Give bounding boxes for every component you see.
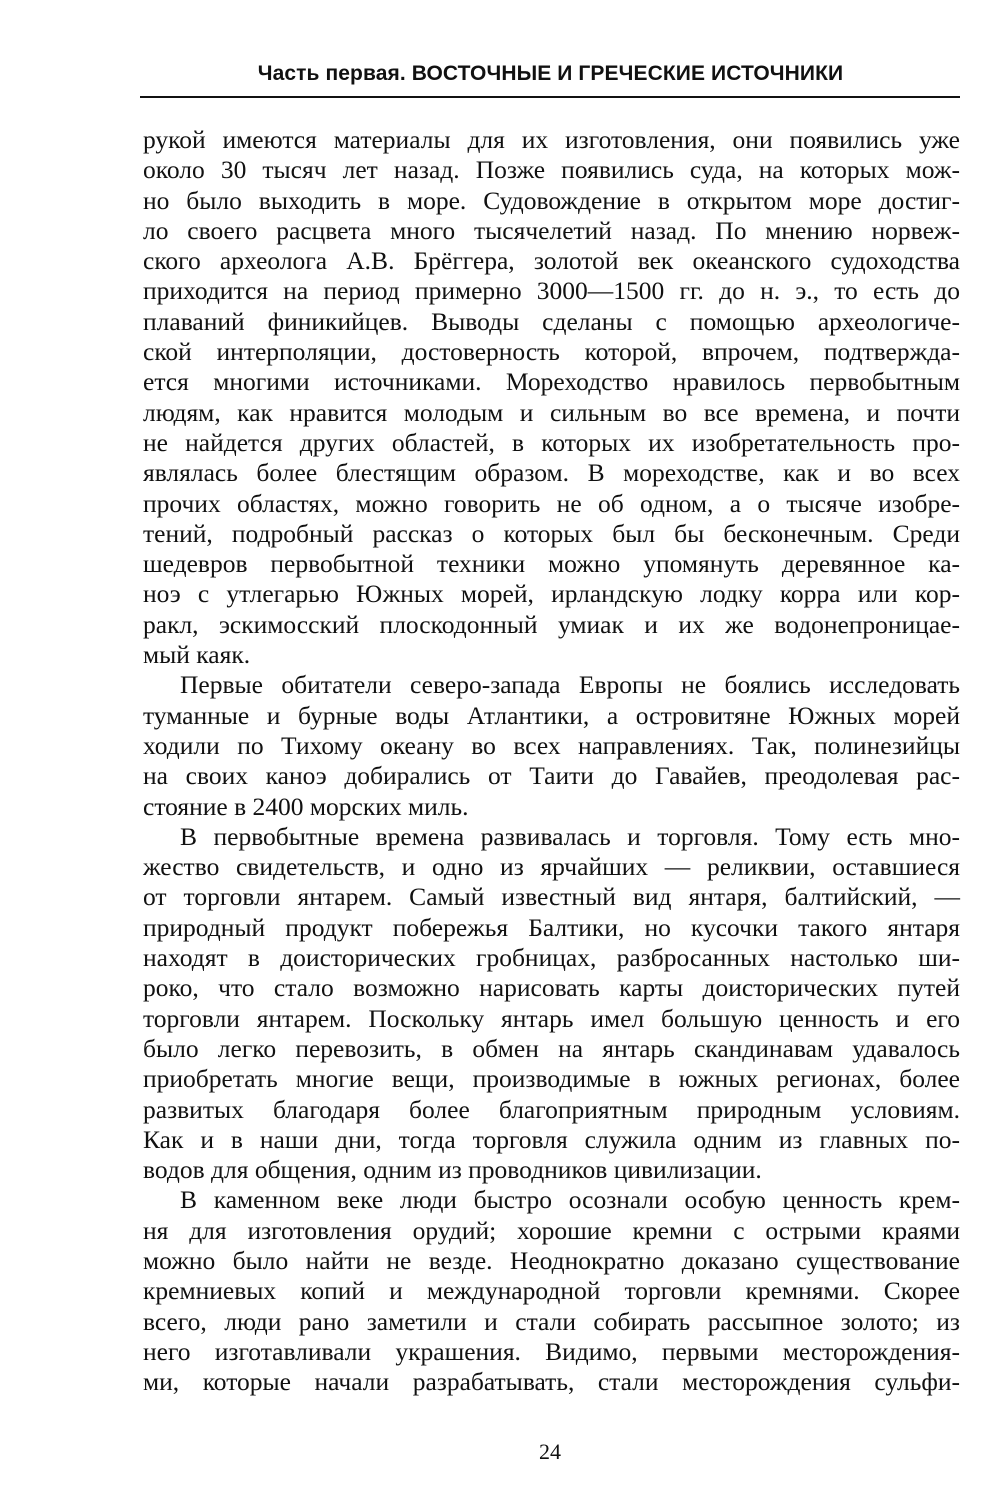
text-line: приходится на период примерно 3000—1500 гг. до н. э., то есть до (143, 276, 960, 306)
text-line: ло своего расцвета много тысячелетий назад. По мнению норвеж- (143, 215, 960, 245)
text-line: ходили по Тихому океану во всех направлениях. Так, полинезийцы (143, 730, 960, 760)
text-line: находят в доисторических гробницах, разбросанных настолько ши- (143, 943, 960, 973)
text-line: можно было найти не везде. Неоднократно доказано существование (143, 1245, 960, 1275)
text-line: на своих каноэ добирались от Таити до Гавайев, преодолевая рас- (143, 761, 960, 791)
text-line: было легко перевозить, в обмен на янтарь скандинавам удавалось (143, 1033, 960, 1063)
text-line: ноэ с утлегарью Южных морей, ирландскую лодку корра или кор- (143, 579, 960, 609)
text-line: шедевров первобытной техники можно упомянуть деревянное ка- (143, 549, 960, 579)
text-line: кремниевых копий и международной торговли кремнями. Скорее (143, 1276, 960, 1306)
text-line: жество свидетельств, и одно из ярчайших — реликвии, оставшиеся (143, 852, 960, 882)
text-line: ской интерполяции, достоверность которой, впрочем, подтвержда- (143, 337, 960, 367)
text-line: Как и в наши дни, тогда торговля служила одним из главных по- (143, 1124, 960, 1154)
text-line: В каменном веке люди быстро осознали особую ценность крем- (180, 1185, 960, 1215)
text-line: природный продукт побережья Балтики, но кусочки такого янтаря (143, 912, 960, 942)
text-line: людям, как нравится молодым и сильным во все времена, и почти (143, 397, 960, 427)
text-line: плаваний финикийцев. Выводы сделаны с помощью археологиче- (143, 306, 960, 336)
page-number: 24 (539, 1439, 561, 1464)
text-line: торговли янтарем. Поскольку янтарь имел большую ценность и его (143, 1003, 960, 1033)
text-line: не найдется других областей, в которых их изобретательность про- (143, 427, 960, 457)
text-line: ется многими источниками. Мореходство нравилось первобытным (143, 367, 960, 397)
text-line: Первые обитатели северо-запада Европы не боялись исследовать (180, 670, 960, 700)
text-line: водов для общения, одним из проводников цивилизации. (143, 1155, 762, 1185)
text-line: приобретать многие вещи, производимые в южных регионах, более (143, 1064, 960, 1094)
text-line: от торговли янтарем. Самый известный вид янтаря, балтийский, — (143, 882, 960, 912)
body-text (143, 125, 960, 1397)
text-line: тений, подробный рассказ о которых был бы бесконечным. Среди (143, 518, 960, 548)
text-line: всего, люди рано заметили и стали собирать рассыпное золото; из (143, 1306, 960, 1336)
text-line: мый каяк. (143, 640, 251, 670)
text-line: но было выходить в море. Судовождение в открытом море достиг- (143, 185, 960, 215)
text-line: около 30 тысяч лет назад. Позже появились суда, на которых мож- (143, 155, 960, 185)
text-line: ня для изготовления орудий; хорошие кремни с острыми краями (143, 1215, 960, 1245)
text-line: туманные и бурные воды Атлантики, а островитяне Южных морей (143, 700, 960, 730)
text-line: прочих областях, можно говорить не об одном, а о тысяче изобре- (143, 488, 960, 518)
text-line: являлась более блестящим образом. В мореходстве, как и во всех (143, 458, 960, 488)
text-line: В первобытные времена развивалась и торговля. Тому есть мно- (180, 821, 960, 851)
header-divider (140, 96, 960, 98)
text-line: ракл, эскимосский плоскодонный умиак и их же водонепроницае- (143, 609, 960, 639)
text-line: развитых благодаря более благоприятным природным условиям. (143, 1094, 960, 1124)
text-line: него изготавливали украшения. Видимо, первыми месторождения- (143, 1336, 960, 1366)
running-header: Часть первая. ВОСТОЧНЫЕ И ГРЕЧЕСКИЕ ИСТОЧНИКИ (257, 62, 844, 85)
text-line: роко, что стало возможно нарисовать карты доисторических путей (143, 973, 960, 1003)
text-line: ми, которые начали разрабатывать, стали месторождения сульфи- (143, 1367, 960, 1397)
text-line: стояние в 2400 морских миль. (143, 791, 469, 821)
text-line: рукой имеются материалы для их изготовления, они появились уже (143, 125, 960, 154)
text-line: ского археолога А.В. Брёггера, золотой век океанского судоходства (143, 246, 960, 276)
